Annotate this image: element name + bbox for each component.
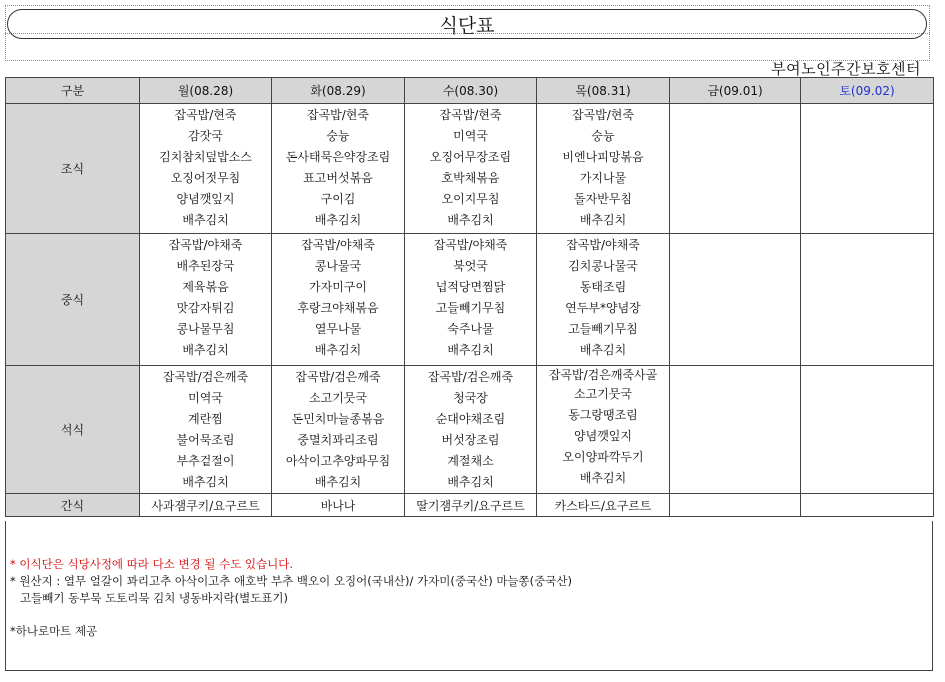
menu-item: 구이김	[320, 192, 356, 206]
menu-item: 미역국	[453, 129, 488, 143]
snack-thu: 카스타드/요구르트	[537, 494, 670, 517]
menu-item: 불어묵조림	[176, 433, 235, 447]
lunch-sat	[801, 234, 934, 366]
breakfast-mon	[140, 104, 272, 234]
menu-item: 동태조림	[579, 280, 627, 294]
snack-sat	[801, 494, 934, 517]
header-day-thu: 목(08.31)	[537, 78, 670, 104]
menu-item: 잡곡밥/야채죽	[566, 238, 640, 252]
menu-item: 돈사태묵은약장조림	[285, 150, 391, 164]
snack-fri	[670, 494, 801, 517]
menu-item: 가자미구이	[309, 280, 367, 294]
breakfast-thu	[537, 104, 670, 234]
menu-item: 소고기뭇국	[309, 391, 367, 405]
menu-item: 오징어젓무침	[170, 171, 241, 185]
menu-item: 배추김치	[579, 343, 627, 357]
menu-item: 숭늉	[591, 129, 615, 143]
menu-item: 배추김치	[182, 213, 229, 227]
dinner-wed	[405, 366, 537, 494]
menu-item: 아삭이고추양파무침	[285, 454, 391, 468]
menu-item: 오이지무침	[441, 192, 500, 206]
breakfast-row	[6, 104, 934, 234]
lunch-thu	[537, 234, 670, 366]
center-name: 부여노인주간보호센터	[771, 60, 921, 78]
menu-item: 제육볶음	[182, 280, 229, 294]
menu-item: 고들빼기무침	[435, 301, 506, 315]
menu-item: 넙적당면찜닭	[435, 280, 506, 294]
menu-item: 잡곡밥/야채죽	[433, 238, 508, 252]
menu-item: 오이양파깍두기	[562, 450, 644, 464]
menu-item: 잡곡밥/야채죽	[168, 238, 243, 252]
breakfast-tue	[272, 104, 405, 234]
meal-label-lunch: 중식	[6, 234, 140, 366]
snack-mon: 사과잼쿠키/요구르트	[140, 494, 272, 517]
menu-item: 미역국	[188, 391, 223, 405]
header-row	[6, 78, 934, 104]
menu-item: 잡곡밥/야채죽	[301, 238, 375, 252]
menu-item: 김치콩나물국	[568, 259, 638, 273]
menu-item: 동그랑땡조림	[568, 408, 638, 422]
snack-wed: 딸기잼쿠키/요구르트	[405, 494, 537, 517]
meal-label-snack: 간식	[6, 494, 140, 517]
menu-item: 잡곡밥/검은깨죽사골	[548, 368, 658, 382]
menu-item: 맛감자튀김	[176, 301, 235, 315]
menu-item: 배추김치	[447, 213, 494, 227]
menu-item: 잡곡밥/검은깨죽	[427, 370, 514, 384]
menu-item: 배추된장국	[176, 259, 235, 273]
menu-item: 배추김치	[314, 343, 362, 357]
page-title	[7, 9, 927, 39]
menu-item: 잡곡밥/현죽	[571, 108, 634, 122]
meal-label-breakfast: 조식	[6, 104, 140, 234]
menu-item: 배추김치	[314, 213, 362, 227]
menu-item: 양념깻잎지	[574, 429, 632, 443]
dinner-sat	[801, 366, 934, 494]
menu-item: 청국장	[453, 391, 488, 405]
menu-item: 계란찜	[188, 412, 223, 426]
meal-label-dinner: 석식	[6, 366, 140, 494]
sponsor-note: *하나로마트 제공	[10, 624, 98, 638]
dinner-row	[6, 366, 934, 494]
menu-item: 후랑크야채볶음	[297, 301, 379, 315]
menu-item: 소고기뭇국	[574, 387, 632, 401]
menu-item: 숙주나물	[447, 322, 494, 336]
menu-change-notice: * 이식단은 식당사정에 따라 다소 변경 될 수도 있습니다.	[10, 557, 294, 571]
menu-item: 중멸치꽈리조림	[297, 433, 379, 447]
menu-item: 콩나물무침	[176, 322, 235, 336]
menu-item: 잡곡밥/현죽	[439, 108, 502, 122]
menu-item: 배추김치	[447, 475, 494, 489]
origin-line-1: * 원산지 : 열무 얼갈이 꽈리고추 아삭이고추 애호박 부추 백오이 오징어(국내산)/ 가자미(중국산) 마늘쫑(중국산)	[10, 574, 572, 588]
menu-item: 배추김치	[314, 475, 362, 489]
menu-item: 숭늉	[326, 129, 350, 143]
menu-item: 버섯장조림	[441, 433, 500, 447]
menu-item: 배추김치	[182, 475, 229, 489]
header-day-fri: 금(09.01)	[670, 78, 801, 104]
menu-item: 양념깻잎지	[176, 192, 235, 206]
menu-item: 콩나물국	[314, 259, 362, 273]
menu-item: 김치참치덮밥소스	[159, 150, 252, 164]
origin-line-2: 고들빼기 동부묵 도토리묵 김치 냉동바지락(별도표기)	[20, 591, 288, 605]
lunch-mon	[140, 234, 272, 366]
lunch-fri	[670, 234, 801, 366]
notes	[10, 556, 572, 607]
menu-item: 비엔나피망볶음	[562, 150, 644, 164]
menu-item: 잡곡밥/검은깨죽	[295, 370, 381, 384]
breakfast-fri	[670, 104, 801, 234]
menu-item: 배추김치	[579, 213, 627, 227]
menu-item: 감잣국	[188, 129, 223, 143]
menu-item: 오징어무장조림	[429, 150, 512, 164]
header-day-sat: 토(09.02)	[801, 78, 934, 104]
menu-item: 돌자반무침	[574, 192, 632, 206]
menu-item: 표고버섯볶음	[303, 171, 373, 185]
lunch-row	[6, 234, 934, 366]
menu-item: 계절채소	[447, 454, 494, 468]
menu-table	[5, 77, 934, 517]
menu-item: 부추겉절이	[176, 454, 235, 468]
menu-item: 잡곡밥/검은깨죽	[162, 370, 249, 384]
menu-item: 돈민치마늘종볶음	[291, 412, 385, 426]
breakfast-sat	[801, 104, 934, 234]
menu-item: 순대야채조림	[435, 412, 506, 426]
menu-item: 열무나물	[314, 322, 362, 336]
menu-item: 잡곡밥/현죽	[306, 108, 369, 122]
header-day-tue: 화(08.29)	[272, 78, 405, 104]
dinner-thu	[537, 366, 670, 494]
menu-item: 배추김치	[579, 471, 627, 485]
dinner-fri	[670, 366, 801, 494]
menu-item: 가지나물	[579, 171, 627, 185]
header-category: 구분	[6, 78, 140, 104]
snack-row	[6, 494, 934, 517]
menu-item: 잡곡밥/현죽	[174, 108, 237, 122]
lunch-tue	[272, 234, 405, 366]
header-day-mon: 월(08.28)	[140, 78, 272, 104]
menu-item: 배추김치	[182, 343, 229, 357]
dinner-tue	[272, 366, 405, 494]
title-text: 식단표	[439, 14, 495, 37]
breakfast-wed	[405, 104, 537, 234]
menu-item: 배추김치	[447, 343, 494, 357]
snack-tue: 바나나	[272, 494, 405, 517]
menu-item: 북엇국	[453, 259, 488, 273]
header-day-wed: 수(08.30)	[405, 78, 537, 104]
menu-item: 연두부*양념장	[565, 301, 641, 315]
dinner-mon	[140, 366, 272, 494]
lunch-wed	[405, 234, 537, 366]
menu-item: 고들빼기무침	[568, 322, 638, 336]
menu-item: 호박채볶음	[441, 171, 500, 185]
